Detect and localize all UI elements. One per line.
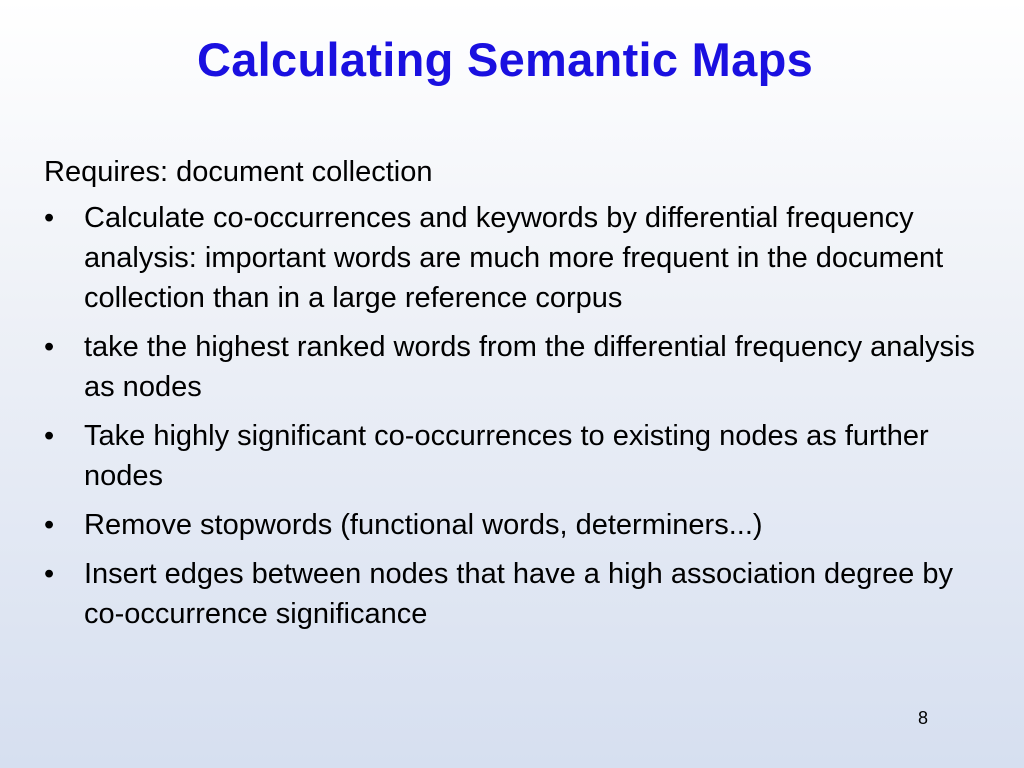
bullet-item <box>44 505 984 545</box>
bullet-text: Remove stopwords (functional words, determiners...) <box>84 509 763 541</box>
bullet-marker: • <box>44 331 55 363</box>
bullet-marker: • <box>44 202 55 234</box>
bullet-text: take the highest ranked words from the differential frequency analysis as nodes <box>84 331 975 403</box>
bullet-marker: • <box>44 509 55 541</box>
bullet-item <box>44 198 984 318</box>
bullet-item <box>44 327 984 407</box>
slide-title: Calculating Semantic Maps <box>196 33 814 86</box>
bullet-marker: • <box>44 420 55 452</box>
bullet-item <box>44 554 984 634</box>
bullet-item <box>44 416 984 496</box>
page-number: 8 <box>918 708 929 728</box>
intro-text: Requires: document collection <box>44 156 433 188</box>
slide-body <box>44 152 984 643</box>
bullet-marker: • <box>44 558 55 590</box>
bullet-list <box>44 198 984 634</box>
bullet-text: Calculate co-occurrences and keywords by differential frequency analysis: important words are much more frequent in the document collection than in a large reference corpus <box>84 202 944 314</box>
bullet-text: Insert edges between nodes that have a high association degree by co-occurrence significance <box>84 558 953 630</box>
bullet-text: Take highly significant co-occurrences to existing nodes as further nodes <box>84 420 929 492</box>
